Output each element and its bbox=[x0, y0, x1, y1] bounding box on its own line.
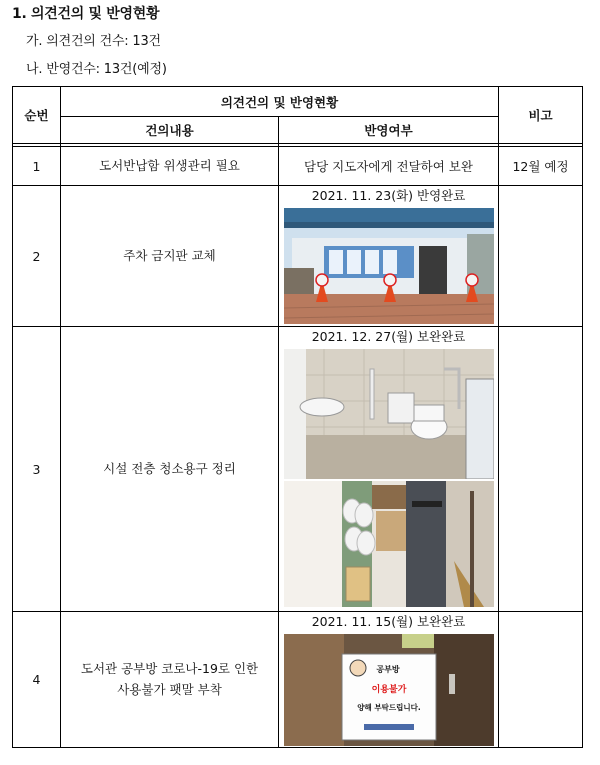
sign-title: 공부방 bbox=[375, 665, 400, 674]
row-content: 시설 전층 청소용구 정리 bbox=[61, 327, 279, 612]
result-text: 2021. 12. 27(월) 보완완료 bbox=[311, 329, 466, 344]
table-row bbox=[13, 327, 583, 612]
header-content: 건의내용 bbox=[61, 117, 279, 144]
header-no: 순번 bbox=[13, 87, 61, 144]
storage-photo bbox=[284, 481, 494, 607]
table-row bbox=[13, 612, 583, 748]
header-group: 의견건의 및 반영현황 bbox=[61, 87, 499, 117]
sign-line1: 이용불가 bbox=[371, 685, 406, 695]
row-note bbox=[499, 612, 583, 748]
row-number: 1 bbox=[13, 147, 61, 186]
row-result bbox=[279, 327, 499, 612]
table-row bbox=[13, 147, 583, 186]
row-content-line2: 사용불가 팻말 부착 bbox=[117, 681, 222, 697]
reflected-count: 나. 반영건수: 13건(예정) bbox=[26, 62, 167, 77]
restroom-photo bbox=[284, 349, 494, 479]
study-room-sign-photo bbox=[284, 634, 494, 746]
row-content: 도서반납함 위생관리 필요 bbox=[61, 147, 279, 186]
row-number: 3 bbox=[13, 327, 61, 612]
row-result bbox=[279, 612, 499, 748]
sign-line2: 양해 부탁드립니다. bbox=[356, 703, 421, 712]
parking-sign-photo bbox=[284, 208, 494, 324]
row-content: 주차 금지판 교체 bbox=[61, 186, 279, 327]
row-content bbox=[61, 612, 279, 748]
section-heading: 1. 의견건의 및 반영현황 bbox=[12, 6, 160, 22]
result-text: 2021. 11. 23(화) 반영완료 bbox=[311, 188, 466, 203]
row-result bbox=[279, 186, 499, 327]
row-number: 4 bbox=[13, 612, 61, 748]
header-note: 비고 bbox=[499, 87, 583, 144]
result-text: 2021. 11. 15(월) 보완완료 bbox=[311, 614, 466, 629]
proposal-count: 가. 의견건의 건수: 13건 bbox=[26, 34, 161, 49]
table-row bbox=[13, 186, 583, 327]
row-number: 2 bbox=[13, 186, 61, 327]
row-note bbox=[499, 186, 583, 327]
row-note: 12월 예정 bbox=[499, 147, 583, 186]
row-result: 담당 지도자에게 전달하여 보완 bbox=[279, 147, 499, 186]
header-result: 반영여부 bbox=[279, 117, 499, 144]
row-content-line1: 도서관 공부방 코로나-19로 인한 bbox=[80, 660, 259, 676]
report-table bbox=[12, 86, 583, 748]
row-note bbox=[499, 327, 583, 612]
